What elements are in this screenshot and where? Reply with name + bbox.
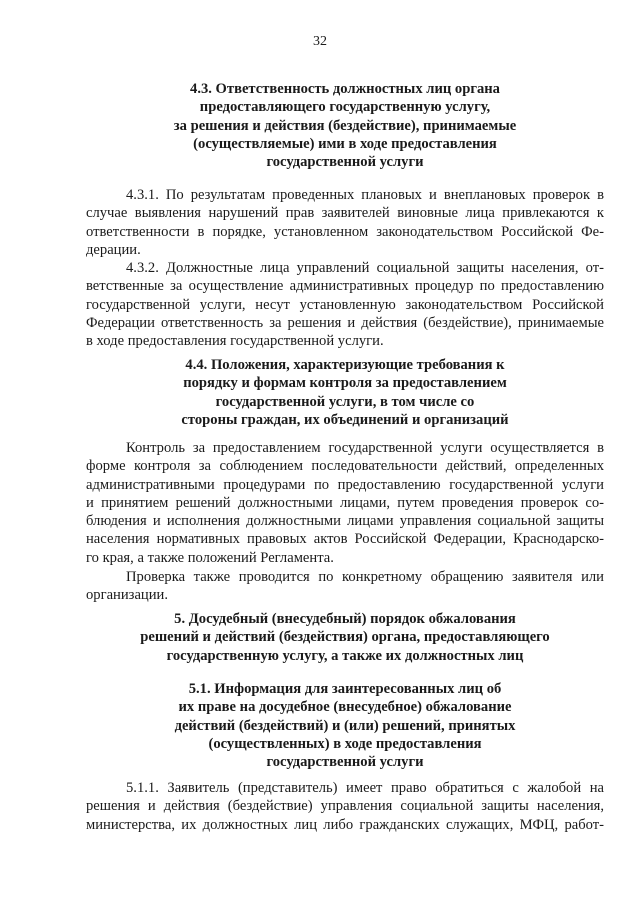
text-line: Проверка также проводится по конкретному обращению заявителя или [126,569,604,585]
heading-section-4-4 [86,356,604,429]
text-line: организации. [86,587,168,604]
text-line: ответственности в порядке, установленном законодательством Российской Фе- [86,223,604,240]
paragraph-4-3-1 [86,186,604,259]
text-line: государственной услуги, несут установленную законодательством Российской [86,296,604,313]
heading-line: действий (бездействий) и (или) решений, принятых [174,717,516,734]
text-line: административными процедурами по предоставлению государственной услуги [86,476,604,493]
text-line: случае выявления нарушений прав заявителей виновные лица привлекаются к [86,205,604,222]
text-line: 4.3.1. По результатам проведенных плановых и внеплановых проверок в [126,187,604,203]
text-line: форме контроля за соблюдением последовательности действий, определенных [86,458,604,475]
paragraph-4-4-check [86,568,604,605]
heading-line: порядку и формам контроля за предоставлением [183,375,507,392]
heading-line: государственной услуги [266,154,424,171]
text-line: 5.1.1. Заявитель (представитель) имеет право обратиться с жалобой на [126,780,604,796]
paragraph-5-1-1 [86,779,604,834]
heading-section-5 [86,610,604,665]
heading-line: государственной услуги [266,754,424,771]
text-line: в ходе предоставления государственной услуги. [86,333,384,350]
heading-line: 4.3. Ответственность должностных лиц органа [190,81,500,97]
text-line: Контроль за предоставлением государственной услуги осуществляется в [126,440,604,456]
heading-line: 4.4. Положения, характеризующие требования к [185,357,505,373]
heading-section-5-1 [86,680,604,771]
heading-line: стороны граждан, их объединений и организаций [181,411,509,428]
text-line: ветственные за осуществление административных процедур по предоставлению [86,278,604,295]
text-line: го края, а также положений Регламента. [86,549,334,566]
paragraph-4-4-control [86,439,604,567]
heading-line: предоставляющего государственную услугу, [199,99,491,116]
heading-line: 5. Досудебный (внесудебный) порядок обжалования [174,611,516,627]
page-number: 32 [313,34,327,49]
heading-section-4-3 [86,80,604,171]
text-line: блюдения и исполнения должностными лицами управления социальной защиты [86,513,604,530]
text-line: населения нормативных правовых актов Российской Федерации, Краснодарско- [86,531,604,548]
heading-line: их праве на досудебное (внесудебное) обжалование [178,699,512,716]
heading-line: государственной услуги, в том числе со [215,393,475,410]
text-line: дерации. [86,241,141,258]
heading-line: государственную услугу, а также их должностных лиц [166,647,524,664]
text-line: и принятием решений должностными лицами, путем проведения проверок со- [86,494,604,511]
heading-line: 5.1. Информация для заинтересованных лиц об [188,681,502,697]
paragraph-4-3-2 [86,259,604,350]
text-line: министерства, их должностных лиц либо гражданских служащих, МФЦ, работ- [86,816,604,833]
heading-line: за решения и действия (бездействие), принимаемые [173,117,517,134]
text-line: решения и действия (бездействие) управления социальной защиты населения, [86,798,604,815]
heading-line: решений и действий (бездействия) органа, предоставляющего [140,629,550,646]
heading-line: (осуществляемые) ими в ходе предоставления [193,135,497,152]
heading-line: (осуществленных) в ходе предоставления [208,735,482,752]
text-line: 4.3.2. Должностные лица управлений социальной защиты населения, от- [126,260,604,276]
text-line: Федерации ответственность за решения и действия (бездействие), принимаемые [86,314,604,331]
